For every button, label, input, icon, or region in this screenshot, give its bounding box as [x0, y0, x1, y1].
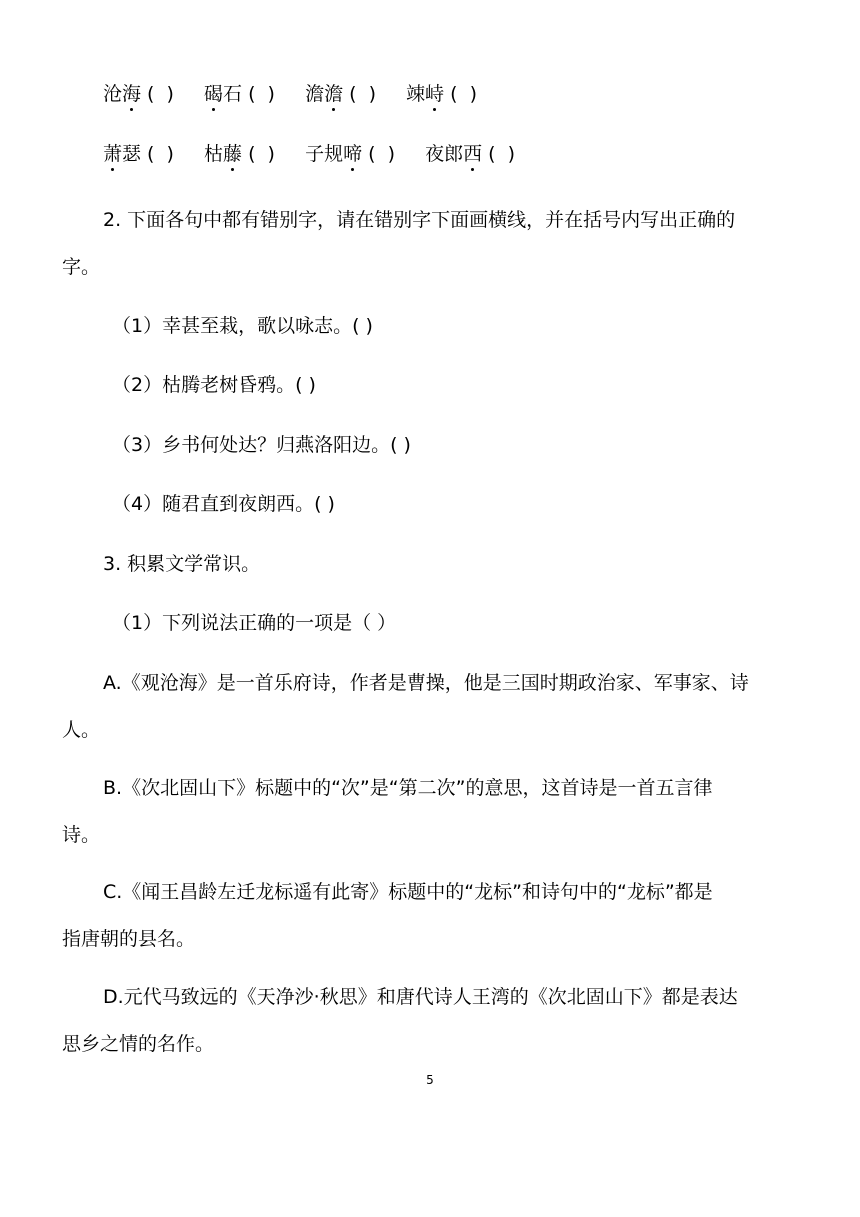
item-canghai: 沧海 ( )	[103, 83, 174, 105]
q3-option-d-line2: 思乡之情的名作。	[62, 1033, 215, 1055]
item-yelang: 夜郎西 ( )	[425, 143, 515, 165]
item-jieshi: 碣石 ( )	[204, 83, 275, 105]
item-kuteng: 枯藤 ( )	[204, 143, 275, 165]
pinyin-row-1	[103, 80, 477, 108]
q3-option-a-line1: A.《观沧海》是一首乐府诗，作者是曹操，他是三国时期政治家、军事家、诗	[103, 672, 749, 694]
q3-option-a-line2: 人。	[62, 719, 101, 741]
item-xiaose: 萧瑟 ( )	[103, 143, 174, 165]
item-songzhi: 竦峙 ( )	[406, 83, 477, 105]
q2-item-3: （3）乡书何处达？归燕洛阳边。( )	[112, 434, 411, 456]
q2-item-1: （1）幸甚至栽，歌以咏志。( )	[112, 315, 373, 337]
q2-item-2: （2）枯腾老树昏鸦。( )	[112, 374, 316, 396]
q3-sub: （1）下列说法正确的一项是（ ）	[112, 612, 397, 634]
q3-option-b-line2: 诗。	[62, 824, 101, 846]
q3-option-b-line1: B.《次北固山下》标题中的“次”是“第二次”的意思，这首诗是一首五言律	[103, 777, 713, 799]
q3-option-d-line1: D.元代马致远的《天净沙·秋思》和唐代诗人王湾的《次北固山下》都是表达	[103, 986, 738, 1008]
q2-line1: 2. 下面各句中都有错别字，请在错别字下面画横线，并在括号内写出正确的	[103, 209, 736, 231]
pinyin-row-2	[103, 140, 515, 168]
q2-item-4: （4）随君直到夜朗西。( )	[112, 493, 335, 515]
q3-option-c-line2: 指唐朝的县名。	[62, 928, 196, 950]
q3-title: 3. 积累文学常识。	[103, 553, 261, 575]
item-dandan: 澹澹 ( )	[305, 83, 376, 105]
page-number: 5	[426, 1073, 434, 1087]
item-zigui: 子规啼 ( )	[305, 143, 395, 165]
q2-line2: 字。	[62, 256, 101, 278]
q3-option-c-line1: C.《闻王昌龄左迁龙标遥有此寄》标题中的“龙标”和诗句中的“龙标”都是	[103, 881, 713, 903]
